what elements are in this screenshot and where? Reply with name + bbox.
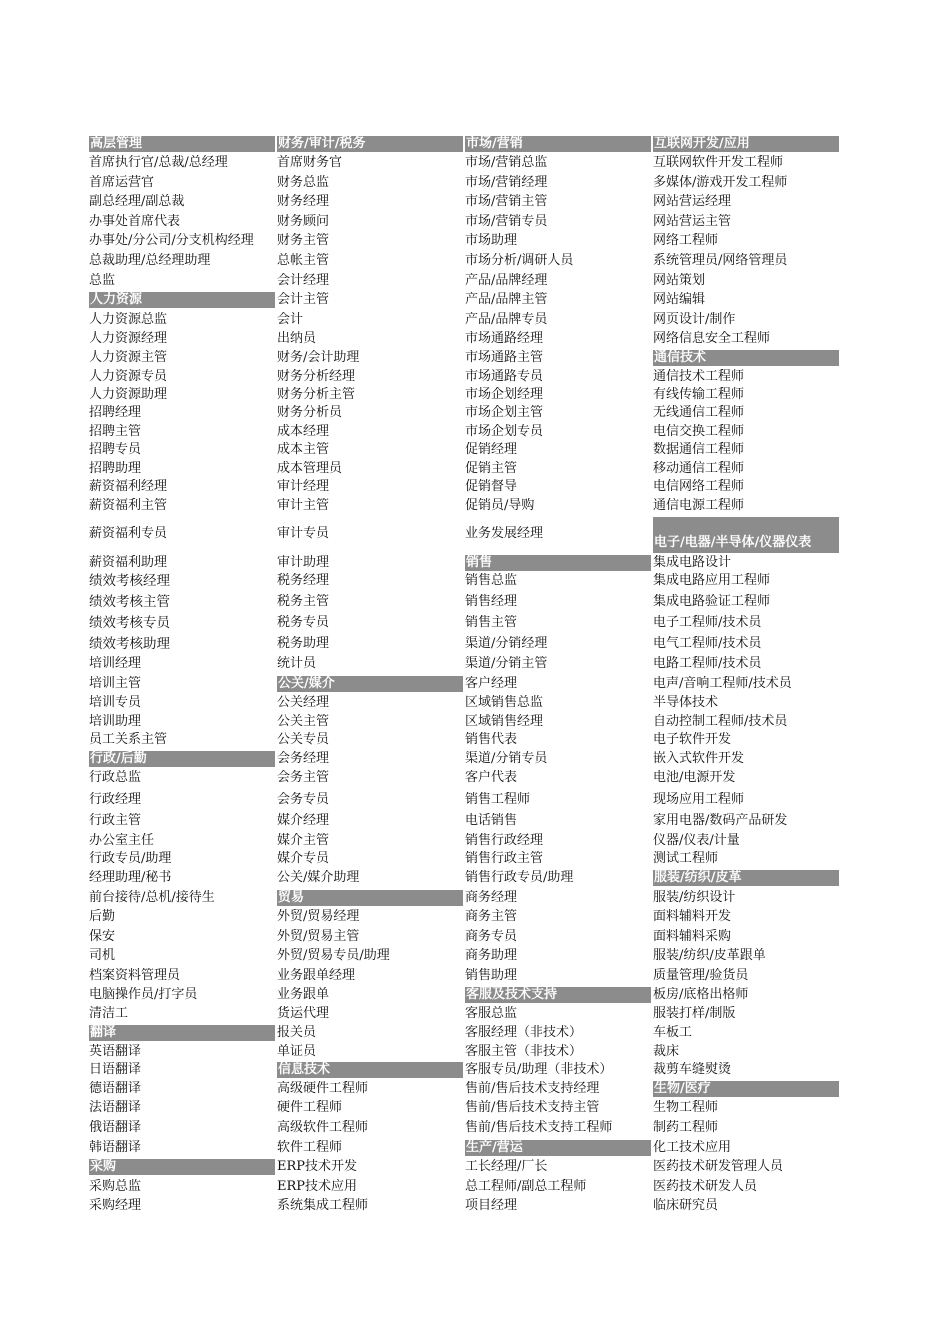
list-item: 项目经理 [465,1198,518,1213]
list-item: 人力资源经理 [89,331,168,346]
list-item: 外贸/贸易专员/助理 [277,948,390,963]
category-header: 生产/营运 [465,1140,651,1156]
list-item: 集成电路应用工程师 [653,573,771,588]
list-item: 公关专员 [277,732,330,747]
list-item: 成本主管 [277,442,330,457]
list-item: 税务专员 [277,615,330,630]
list-item: 会务专员 [277,792,330,807]
list-item: 互联网软件开发工程师 [653,155,784,170]
list-item: 商务助理 [465,948,518,963]
list-item: 人力资源总监 [89,312,168,327]
list-item: 医药技术研发管理人员 [653,1159,784,1174]
category-header: 翻译 [89,1025,275,1041]
list-item: 服装打样/制版 [653,1006,736,1021]
list-item: 系统管理员/网络管理员 [653,253,788,268]
list-item: 采购总监 [89,1179,142,1194]
list-item: 市场通路经理 [465,331,544,346]
list-item: 半导体技术 [653,695,719,710]
list-item: 商务主管 [465,909,518,924]
list-item: 网站策划 [653,273,706,288]
list-item: 销售助理 [465,968,518,983]
list-item: 医药技术研发人员 [653,1179,758,1194]
list-item: 财务分析主管 [277,387,356,402]
list-item: 产品/品牌专员 [465,312,548,327]
list-item: 市场/营销主管 [465,194,548,209]
list-item: 促销督导 [465,479,518,494]
list-item: 招聘经理 [89,405,142,420]
list-item: 面料辅料开发 [653,909,732,924]
list-item: 办事处/分公司/分支机构经理 [89,233,254,248]
list-item: 促销员/导购 [465,498,535,513]
list-item: 产品/品牌经理 [465,273,548,288]
list-item: 采购经理 [89,1198,142,1213]
list-item: 销售代表 [465,732,518,747]
list-item: 网站营运主管 [653,214,732,229]
list-item: 媒介专员 [277,851,330,866]
list-item: 员工关系主管 [89,732,168,747]
list-item: 售前/售后技术支持主管 [465,1100,600,1115]
list-item: 临床研究员 [653,1198,719,1213]
category-header: 通信技术 [653,350,839,366]
list-item: 市场通路主管 [465,350,544,365]
list-item: 培训经理 [89,656,142,671]
list-item: 会计主管 [277,292,330,307]
list-item: 绩效考核助理 [89,636,170,652]
list-item: 税务经理 [277,573,330,588]
category-header: 行政/后勤 [89,751,275,767]
category-header: 客服及技术支持 [465,987,651,1003]
list-item: 俄语翻译 [89,1120,142,1135]
list-item: 总工程师/副总工程师 [465,1179,587,1194]
list-item: 培训助理 [89,714,142,729]
list-item: 外贸/贸易主管 [277,929,360,944]
list-item: 客户经理 [465,676,518,691]
list-item: 财务/会计助理 [277,350,360,365]
list-item: 现场应用工程师 [653,792,745,807]
list-item: 市场/营销专员 [465,214,548,229]
list-item: 韩语翻译 [89,1140,142,1155]
list-item: 公关经理 [277,695,330,710]
list-item: 财务顾问 [277,214,330,229]
list-item: 首席财务官 [277,155,343,170]
list-item: 嵌入式软件开发 [653,751,745,766]
list-item: 人力资源专员 [89,369,168,384]
list-item: 成本经理 [277,424,330,439]
list-item: 产品/品牌主管 [465,292,548,307]
list-item: 业务发展经理 [465,526,544,541]
category-header: 高层管理 [89,136,275,152]
list-item: 通信技术工程师 [653,369,745,384]
list-item: 首席执行官/总裁/总经理 [89,155,228,170]
category-header: 服装/纺织/皮革 [653,870,839,886]
list-item: 制药工程师 [653,1120,719,1135]
list-item: 办事处首席代表 [89,214,181,229]
list-item: ERP技术开发 [277,1159,358,1174]
list-item: 会计 [277,312,304,327]
list-item: 渠道/分销专员 [465,751,548,766]
list-item: 电池/电源开发 [653,770,736,785]
list-item: 网络工程师 [653,233,719,248]
list-item: 电气工程师/技术员 [653,636,762,651]
category-header: 采购 [89,1159,275,1175]
list-item: 档案资料管理员 [89,968,181,983]
list-item: 会务经理 [277,751,330,766]
list-item: 电路工程师/技术员 [653,656,762,671]
list-item: 行政专员/助理 [89,851,172,866]
list-item: 总监 [89,273,116,288]
list-item: 财务总监 [277,175,330,190]
list-item: 后勤 [89,909,116,924]
list-item: 单证员 [277,1044,317,1059]
list-item: 区域销售总监 [465,695,544,710]
list-item: 保安 [89,929,116,944]
list-item: 网站编辑 [653,292,706,307]
list-item: 人力资源助理 [89,387,168,402]
list-item: 税务主管 [277,594,330,609]
list-item: 行政经理 [89,792,142,807]
list-item: 销售经理 [465,594,518,609]
category-header: 公关/媒介 [277,676,463,692]
list-item: 副总经理/副总裁 [89,194,185,209]
list-item: 服装/纺织/皮革跟单 [653,948,766,963]
list-item: 绩效考核主管 [89,594,170,610]
list-item: 软件工程师 [277,1140,343,1155]
list-item: 报关员 [277,1025,317,1040]
list-item: 审计经理 [277,479,330,494]
list-item: 车板工 [653,1025,693,1040]
list-item: 多媒体/游戏开发工程师 [653,175,788,190]
list-item: 高级硬件工程师 [277,1081,369,1096]
list-item: 统计员 [277,656,317,671]
list-item: 网页设计/制作 [653,312,736,327]
list-item: 质量管理/验货员 [653,968,749,983]
list-item: 办公室主任 [89,833,155,848]
list-item: 促销经理 [465,442,518,457]
list-item: 前台接待/总机/接待生 [89,890,215,905]
list-item: 板房/底格出格师 [653,987,749,1002]
list-item: 清洁工 [89,1006,129,1021]
list-item: 销售主管 [465,615,518,630]
list-item: 培训专员 [89,695,142,710]
list-item: 化工技术应用 [653,1140,732,1155]
list-item: 人力资源主管 [89,350,168,365]
list-item: 招聘助理 [89,461,142,476]
list-item: 网络信息安全工程师 [653,331,771,346]
list-item: 客服主管（非技术） [465,1044,583,1059]
list-item: 招聘专员 [89,442,142,457]
list-item: 市场企划专员 [465,424,544,439]
list-item: 硬件工程师 [277,1100,343,1115]
list-item: 德语翻译 [89,1081,142,1096]
category-header: 财务/审计/税务 [277,136,463,152]
list-item: 有线传输工程师 [653,387,745,402]
list-item: 促销主管 [465,461,518,476]
list-item: 电脑操作员/打字员 [89,987,198,1002]
list-item: 电信网络工程师 [653,479,745,494]
list-item: 财务主管 [277,233,330,248]
list-item: 审计助理 [277,555,330,570]
list-item: 薪资福利主管 [89,498,168,513]
list-item: 会务主管 [277,770,330,785]
list-item: 电子工程师/技术员 [653,615,762,630]
list-item: 薪资福利经理 [89,479,168,494]
list-item: 网站营运经理 [653,194,732,209]
list-item: 媒介经理 [277,813,330,828]
list-item: 客服经理（非技术） [465,1025,583,1040]
list-item: 薪资福利专员 [89,526,168,541]
category-header: 生物/医疗 [653,1081,839,1097]
list-item: 移动通信工程师 [653,461,745,476]
list-item: 家用电器/数码产品研发 [653,813,788,828]
category-header: 互联网开发/应用 [653,136,839,152]
list-item: 行政总监 [89,770,142,785]
list-item: 绩效考核专员 [89,615,170,631]
category-header: 销售 [465,555,651,571]
category-header: 市场/营销 [465,136,651,152]
list-item: 售前/售后技术支持工程师 [465,1120,613,1135]
list-item: 公关主管 [277,714,330,729]
list-item: 工长经理/厂长 [465,1159,548,1174]
list-item: 销售工程师 [465,792,531,807]
list-item: 审计专员 [277,526,330,541]
list-item: 司机 [89,948,116,963]
list-item: 薪资福利助理 [89,555,168,570]
list-item: 电信交换工程师 [653,424,745,439]
list-item: 培训主管 [89,676,142,691]
list-item: 服装/纺织设计 [653,890,736,905]
list-item: 财务分析经理 [277,369,356,384]
list-item: 业务跟单 [277,987,330,1002]
list-item: 业务跟单经理 [277,968,356,983]
list-item: 数据通信工程师 [653,442,745,457]
list-item: 商务经理 [465,890,518,905]
list-item: 电声/音响工程师/技术员 [653,676,792,691]
list-item: 总帐主管 [277,253,330,268]
list-item: 市场助理 [465,233,518,248]
list-item: 公关/媒介助理 [277,870,360,885]
list-item: 客服专员/助理（非技术） [465,1062,613,1077]
list-item: 货运代理 [277,1006,330,1021]
list-item: 英语翻译 [89,1044,142,1059]
list-item: 市场分析/调研人员 [465,253,574,268]
list-item: 售前/售后技术支持经理 [465,1081,600,1096]
list-item: 生物工程师 [653,1100,719,1115]
category-header: 贸易 [277,890,463,906]
category-header: 信息技术 [277,1062,463,1078]
list-item: 审计主管 [277,498,330,513]
list-item: 出纳员 [277,331,317,346]
list-item: 系统集成工程师 [277,1198,369,1213]
list-item: 集成电路验证工程师 [653,594,771,609]
list-item: 外贸/贸易经理 [277,909,360,924]
list-item: 渠道/分销主管 [465,656,548,671]
list-item: 商务专员 [465,929,518,944]
list-item: 媒介主管 [277,833,330,848]
list-item: 绩效考核经理 [89,573,170,589]
list-item: 总裁助理/总经理助理 [89,253,211,268]
list-item: 市场通路专员 [465,369,544,384]
list-item: 客户代表 [465,770,518,785]
list-item: 市场/营销总监 [465,155,548,170]
list-item: 通信电源工程师 [653,498,745,513]
list-item: 无线通信工程师 [653,405,745,420]
list-item: 销售行政经理 [465,833,544,848]
list-item: 销售行政专员/助理 [465,870,574,885]
list-item: 会计经理 [277,273,330,288]
list-item: 首席运营官 [89,175,155,190]
list-item: 电子软件开发 [653,732,732,747]
list-item: 裁床 [653,1044,680,1059]
list-item: 行政主管 [89,813,142,828]
list-item: 财务分析员 [277,405,343,420]
list-item: 高级软件工程师 [277,1120,369,1135]
list-item: 招聘主管 [89,424,142,439]
list-item: 面料辅料采购 [653,929,732,944]
category-header: 人力资源 [89,292,275,308]
list-item: 日语翻译 [89,1062,142,1077]
list-item: 财务经理 [277,194,330,209]
list-item: 集成电路设计 [653,555,732,570]
list-item: 电话销售 [465,813,518,828]
category-header: 电子/电器/半导体/仪器仪表 [653,517,839,553]
list-item: 经理助理/秘书 [89,870,172,885]
list-item: 裁剪车缝熨烫 [653,1062,732,1077]
list-item: 自动控制工程师/技术员 [653,714,788,729]
list-item: 区域销售经理 [465,714,544,729]
list-item: 客服总监 [465,1006,518,1021]
list-item: 税务助理 [277,636,330,651]
list-item: 销售总监 [465,573,518,588]
list-item: 法语翻译 [89,1100,142,1115]
list-item: 成本管理员 [277,461,343,476]
list-item: 市场企划经理 [465,387,544,402]
list-item: 测试工程师 [653,851,719,866]
list-item: 市场/营销经理 [465,175,548,190]
list-item: 销售行政主管 [465,851,544,866]
list-item: 仪器/仪表/计量 [653,833,740,848]
list-item: ERP技术应用 [277,1179,358,1194]
list-item: 渠道/分销经理 [465,636,548,651]
list-item: 市场企划主管 [465,405,544,420]
